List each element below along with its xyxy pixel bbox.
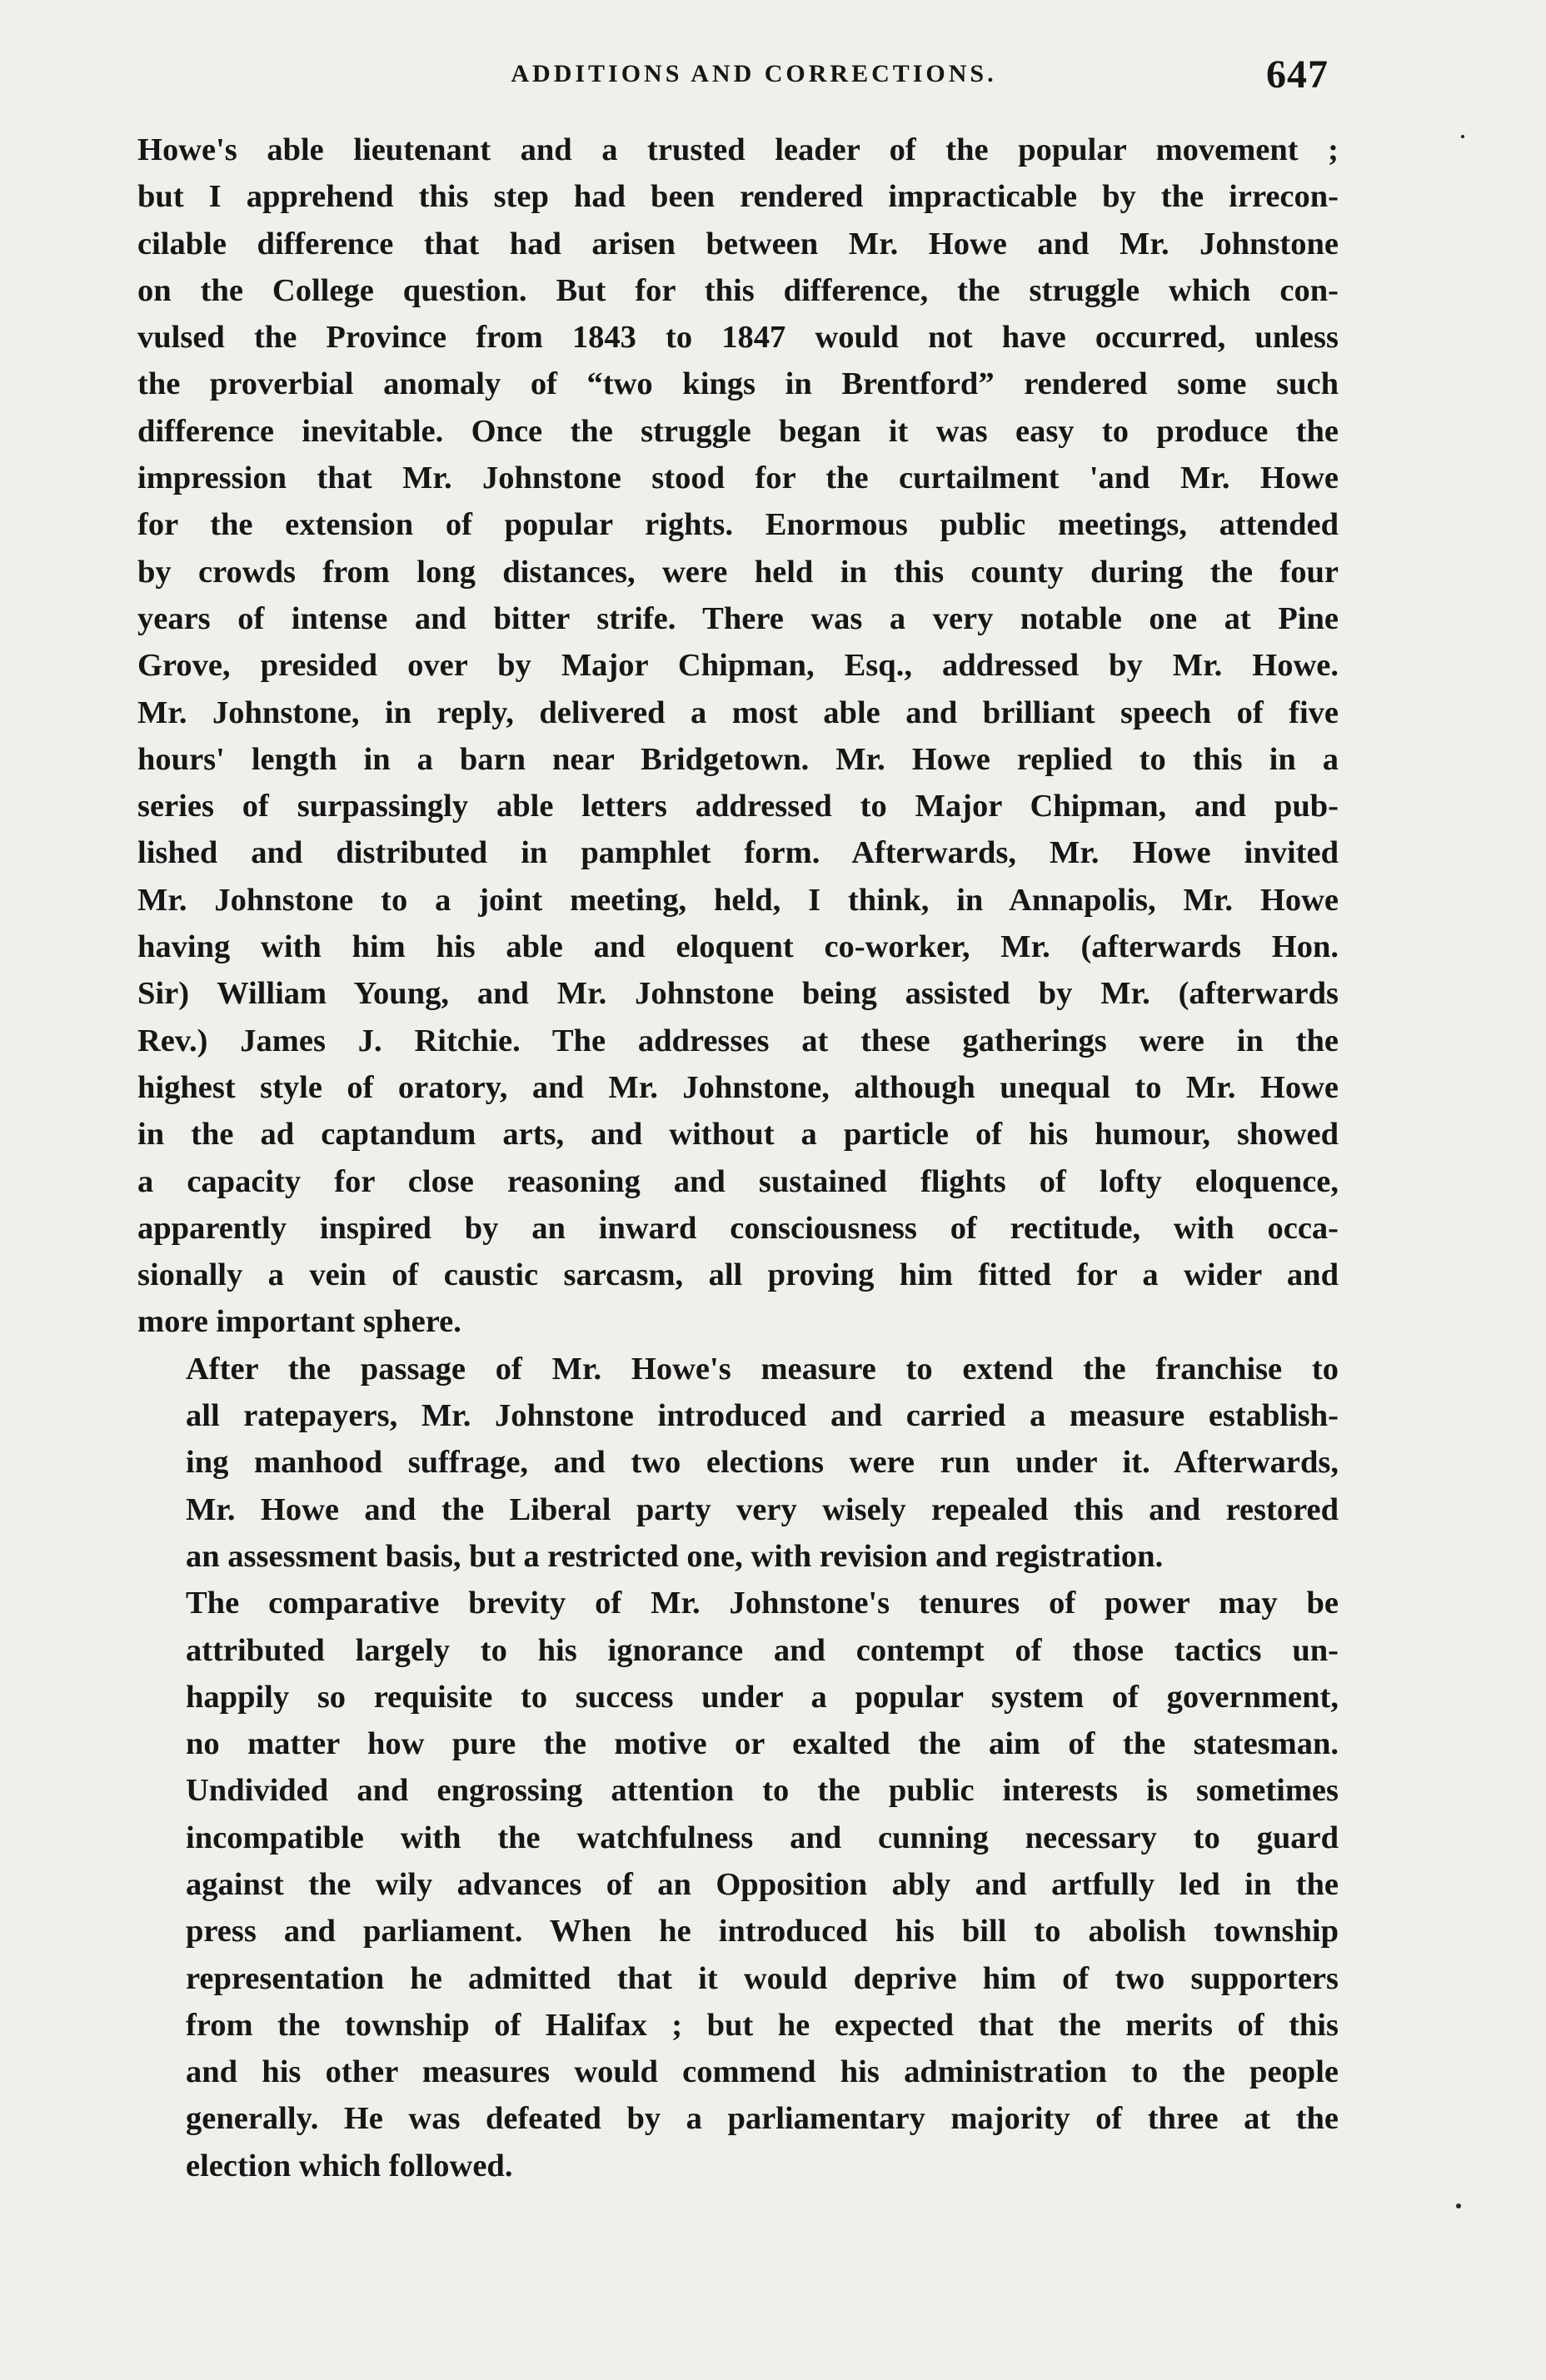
text-line: no matter how pure the motive or exalted the aim of the statesman. [186, 1726, 1339, 1762]
text-line: attributed largely to his ignorance and contempt of those tactics un- [186, 1632, 1339, 1668]
text-line: by crowds from long distances, were held in this county during the four [137, 554, 1339, 590]
text-line: Howe's able lieutenant and a trusted leader of the popular movement ; [137, 132, 1339, 167]
text-line: election which followed. [186, 2148, 513, 2183]
paragraph [137, 127, 1339, 1346]
text-line: Mr. Howe and the Liberal party very wisely repealed this and restored [186, 1491, 1339, 1527]
text-line: highest style of oratory, and Mr. Johnstone, although unequal to Mr. Howe [137, 1069, 1339, 1105]
text-line: apparently inspired by an inward consciousness of rectitude, with occa- [137, 1210, 1339, 1246]
text-line: in the ad captandum arts, and without a particle of his humour, showed [137, 1117, 1339, 1153]
text-line: happily so requisite to success under a popular system of government, [186, 1679, 1339, 1715]
text-line: sionally a vein of caustic sarcasm, all proving him fitted for a wider and [137, 1257, 1339, 1293]
text-line: Sir) William Young, and Mr. Johnstone being assisted by Mr. (afterwards [137, 976, 1339, 1012]
text-line: difference inevitable. Once the struggle began it was easy to produce the [137, 413, 1339, 449]
text-line: series of surpassingly able letters addressed to Major Chipman, and pub- [137, 789, 1339, 824]
text-line: Grove, presided over by Major Chipman, Esq., addressed by Mr. Howe. [137, 648, 1339, 684]
text-line: representation he admitted that it would deprive him of two supporters [186, 1960, 1339, 1996]
text-line: Mr. Johnstone to a joint meeting, held, I think, in Annapolis, Mr. Howe [137, 882, 1339, 918]
paragraph [137, 1580, 1339, 2189]
paragraph [137, 1346, 1339, 1580]
text-line: against the wily advances of an Opposition ably and artfully led in the [186, 1866, 1339, 1902]
text-line: an assessment basis, but a restricted one, with revision and registration. [186, 1538, 1164, 1574]
text-line: having with him his able and eloquent co-worker, Mr. (afterwards Hon. [137, 929, 1339, 965]
text-line: all ratepayers, Mr. Johnstone introduced and carried a measure establish- [186, 1398, 1339, 1434]
text-line: generally. He was defeated by a parliamentary majority of three at the [186, 2101, 1339, 2137]
page-number: 647 [1266, 52, 1329, 97]
running-head-title: ADDITIONS AND CORRECTIONS. [511, 60, 997, 87]
text-line: on the College question. But for this difference, the struggle which con- [137, 272, 1339, 308]
text-line: more important sphere. [137, 1304, 461, 1340]
text-line: Undivided and engrossing attention to the public interests is sometimes [186, 1773, 1339, 1809]
text-line: Mr. Johnstone, in reply, delivered a most able and brilliant speech of five [137, 695, 1339, 730]
text-line: the proverbial anomaly of “two kings in Brentford” rendered some such [137, 366, 1339, 402]
text-line: but I apprehend this step had been rendered impracticable by the irrecon- [137, 179, 1339, 215]
text-line: impression that Mr. Johnstone stood for the curtailment 'and Mr. Howe [137, 461, 1339, 496]
text-line: cilable difference that had arisen between Mr. Howe and Mr. Johnstone [137, 226, 1339, 261]
text-line: hours' length in a barn near Bridgetown. Mr. Howe replied to this in a [137, 741, 1339, 777]
print-speck [1456, 2203, 1461, 2208]
running-head [137, 52, 1337, 110]
text-line: years of intense and bitter strife. There was a very notable one at Pine [137, 600, 1339, 636]
text-line: Rev.) James J. Ritchie. The addresses at these gatherings were in the [137, 1023, 1339, 1058]
text-line: After the passage of Mr. Howe's measure to extend the franchise to [186, 1351, 1339, 1387]
text-line: vulsed the Province from 1843 to 1847 would not have occurred, unless [137, 320, 1339, 356]
text-line: and his other measures would commend his administration to the people [186, 2054, 1339, 2090]
body-text [137, 127, 1339, 2189]
text-line: for the extension of popular rights. Enormous public meetings, attended [137, 507, 1339, 543]
print-speck [1461, 135, 1464, 138]
text-line: from the township of Halifax ; but he expected that the merits of this [186, 2007, 1339, 2043]
text-line: lished and distributed in pamphlet form. Afterwards, Mr. Howe invited [137, 835, 1339, 871]
text-line: The comparative brevity of Mr. Johnstone's tenures of power may be [186, 1586, 1339, 1621]
text-line: ing manhood suffrage, and two elections were run under it. Afterwards, [186, 1445, 1339, 1481]
text-line: press and parliament. When he introduced his bill to abolish township [186, 1914, 1339, 1949]
text-line: incompatible with the watchfulness and cunning necessary to guard [186, 1820, 1339, 1855]
text-line: a capacity for close reasoning and sustained flights of lofty eloquence, [137, 1163, 1339, 1199]
